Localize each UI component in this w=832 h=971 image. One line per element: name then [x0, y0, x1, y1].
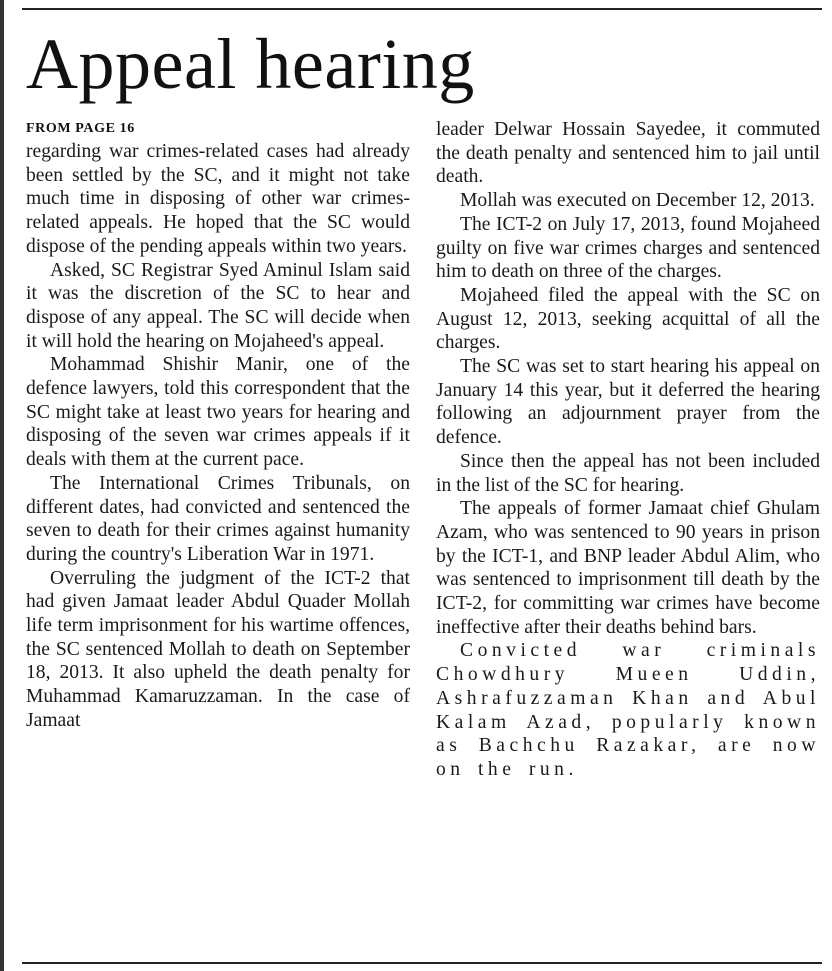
- right-column: [436, 118, 820, 782]
- paragraph: Convicted war criminals Chowdhury Mueen Uddin, Ashrafuzzaman Khan and Abul Kalam Azad, popularly known as Bachchu Razakar, are now on the run.: [436, 640, 820, 780]
- paragraph: Asked, SC Registrar Syed Aminul Islam said it was the discretion of the SC to hear and dispose of any appeal. The SC will decide when it will hold the hearing on Mojaheed's appeal.: [26, 259, 410, 352]
- paragraph: Overruling the judgment of the ICT-2 that had given Jamaat leader Abdul Quader Mollah life term imprisonment for his wartime offences, the SC sentenced Mollah to death on September 18, 2013. It also upheld the death penalty for Muhammad Kamaruzzaman. In the case of Jamaat: [26, 567, 410, 731]
- headline: Appeal hearing: [26, 24, 475, 104]
- paragraph: regarding war crimes-related cases had already been settled by the SC, and it might not take much time in disposing of other war crimes-related appeals. He hoped that the SC would dispose of the pending appeals within two years.: [26, 141, 410, 257]
- top-rule: [22, 8, 822, 10]
- paragraph: The International Crimes Tribunals, on different dates, had convicted and sentenced the seven to death for their crimes against humanity during the country's Liberation War in 1971.: [26, 472, 410, 565]
- page-edge-shadow: [0, 0, 4, 971]
- paragraph: The ICT-2 on July 17, 2013, found Mojaheed guilty on five war crimes charges and sentenced him to death on three of the charges.: [436, 213, 820, 283]
- continuation-kicker: FROM PAGE 16: [26, 121, 135, 136]
- left-column: [26, 118, 410, 733]
- paragraph: Mojaheed filed the appeal with the SC on August 12, 2013, seeking acquittal of all the charges.: [436, 284, 820, 354]
- paragraph: leader Delwar Hossain Sayedee, it commuted the death penalty and sentenced him to jail until death.: [436, 119, 820, 188]
- paragraph: The SC was set to start hearing his appeal on January 14 this year, but it deferred the hearing following an adjournment prayer from the defence.: [436, 356, 820, 449]
- bottom-rule: [22, 962, 822, 964]
- paragraph: Mohammad Shishir Manir, one of the defence lawyers, told this correspondent that the SC might take at least two years for hearing and disposing of the seven war crimes appeals if it deals with them at the current pace.: [26, 354, 410, 471]
- paragraph: Mollah was executed on December 12, 2013.: [460, 190, 815, 212]
- paragraph: Since then the appeal has not been included in the list of the SC for hearing.: [436, 450, 820, 496]
- paragraph: The appeals of former Jamaat chief Ghulam Azam, who was sentenced to 90 years in prison by the ICT-1, and BNP leader Abdul Alim, who was sentenced to imprisonment till death by the ICT-2, for committing war crimes have become ineffective after their deaths behind bars.: [436, 498, 820, 638]
